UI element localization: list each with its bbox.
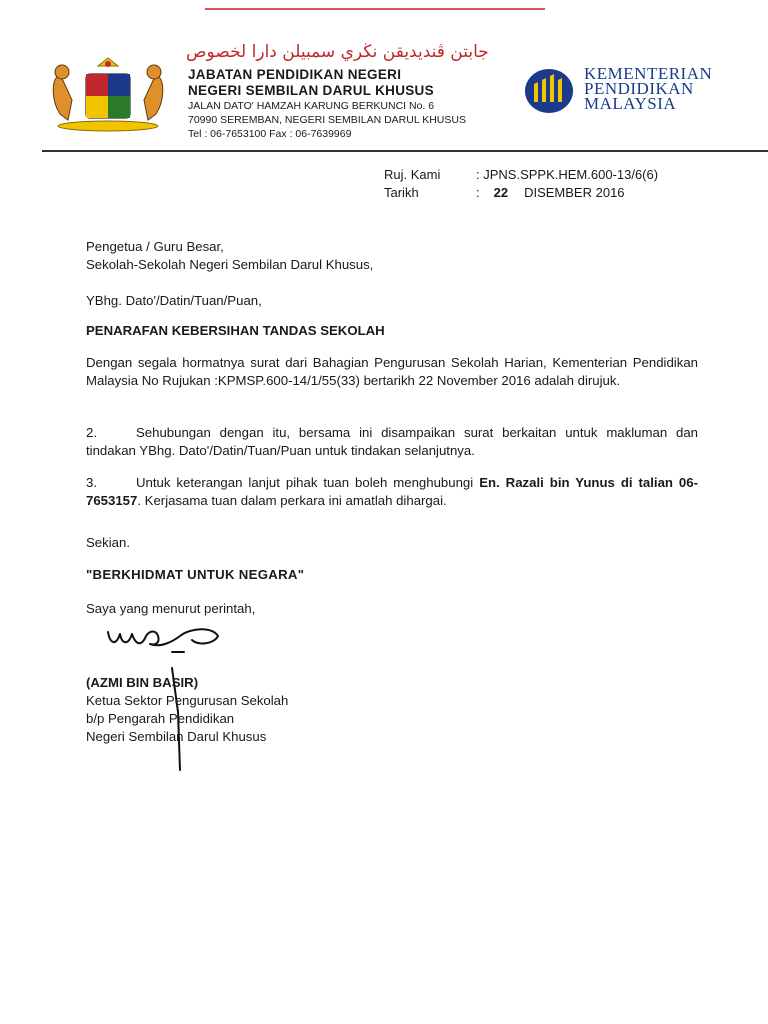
contact-person: En. Razali bin Yunus di talian 06-7653157 [86, 475, 698, 508]
ministry-line-1: KEMENTERIAN [584, 64, 713, 83]
header-divider [42, 150, 768, 152]
ministry-name [584, 66, 712, 111]
recipient-line-1: Pengetua / Guru Besar, [86, 239, 224, 254]
saya-line: Saya yang menurut perintah, [86, 601, 256, 616]
ministry-line-2: PENDIDIKAN [584, 79, 694, 98]
motto: "BERKHIDMAT UNTUK NEGARA" [86, 567, 305, 582]
reference-block [384, 166, 658, 202]
dept-line-2: NEGERI SEMBILAN DARUL KHUSUS [188, 83, 434, 98]
tarikh-value [476, 184, 625, 202]
paragraph-3-text-a: Untuk keterangan lanjut pihak tuan boleh menghubungi [136, 475, 480, 490]
tarikh-label: Tarikh [384, 185, 419, 200]
dept-line-1: JABATAN PENDIDIKAN NEGERI [188, 67, 402, 82]
address-line-2: 70990 SEREMBAN, NEGERI SEMBILAN DARUL KHUSUS [188, 114, 466, 126]
tarikh-colon: : [476, 185, 480, 200]
department-info [188, 67, 466, 141]
tarikh-month-year: DISEMBER 2016 [524, 185, 625, 200]
date-row [384, 184, 658, 202]
paragraph-1: Dengan segala hormatnya surat dari Bahagian Pengurusan Sekolah Harian, Kementerian Pendidikan Malaysia No Rujukan :KPMSP.600-14/1/55(33) bertarikh 22 November 2016 adalah dirujuk. [86, 355, 698, 388]
paragraph-2-number: 2. [86, 425, 97, 440]
ruj-value: : JPNS.SPPK.HEM.600-13/6(6) [476, 167, 659, 182]
subject-heading: PENARAFAN KEBERSIHAN TANDAS SEKOLAH [86, 323, 385, 338]
paragraph-2-text: Sehubungan dengan itu, bersama ini disampaikan surat berkaitan untuk makluman dan tindakan YBhg. Dato'/Datin/Tuan/Puan untuk tindakan selanjutnya. [86, 425, 698, 458]
salutation: YBhg. Dato'/Datin/Tuan/Puan, [86, 293, 262, 308]
signatory-block [86, 674, 288, 746]
recipient-line-2: Sekolah-Sekolah Negeri Sembilan Darul Khusus, [86, 257, 374, 272]
sekian: Sekian. [86, 535, 130, 550]
ruj-label: Ruj. Kami [384, 167, 441, 182]
paragraph-2 [86, 424, 698, 460]
signatory-title-1: Ketua Sektor Pengurusan Sekolah [86, 693, 289, 708]
state-crest-icon [46, 56, 170, 132]
reference-row [384, 166, 658, 184]
top-red-rule [205, 8, 545, 10]
signatory-title-2: b/p Pengarah Pendidikan [86, 711, 235, 726]
contact-line: Tel : 06-7653100 Fax : 06-7639969 [188, 128, 352, 140]
ministry-line-3: MALAYSIA [584, 94, 677, 113]
paragraph-3-number: 3. [86, 475, 97, 490]
jawi-department-name: جابتن ڤنديديقن نڬري سمبيلن دارا لخصوص [186, 42, 489, 62]
paragraph-3-text-b: . Kerjasama tuan dalam perkara ini amatlah dihargai. [137, 493, 447, 508]
tarikh-day: 22 [493, 185, 509, 200]
ministry-logo-icon [524, 68, 574, 114]
recipient-block [86, 238, 373, 274]
signatory-title-3: Negeri Sembilan Darul Khusus [86, 729, 267, 744]
paragraph-3 [86, 474, 698, 510]
address-line-1: JALAN DATO' HAMZAH KARUNG BERKUNCI No. 6 [188, 100, 435, 112]
signatory-name: (AZMI BIN BASIR) [86, 675, 199, 690]
